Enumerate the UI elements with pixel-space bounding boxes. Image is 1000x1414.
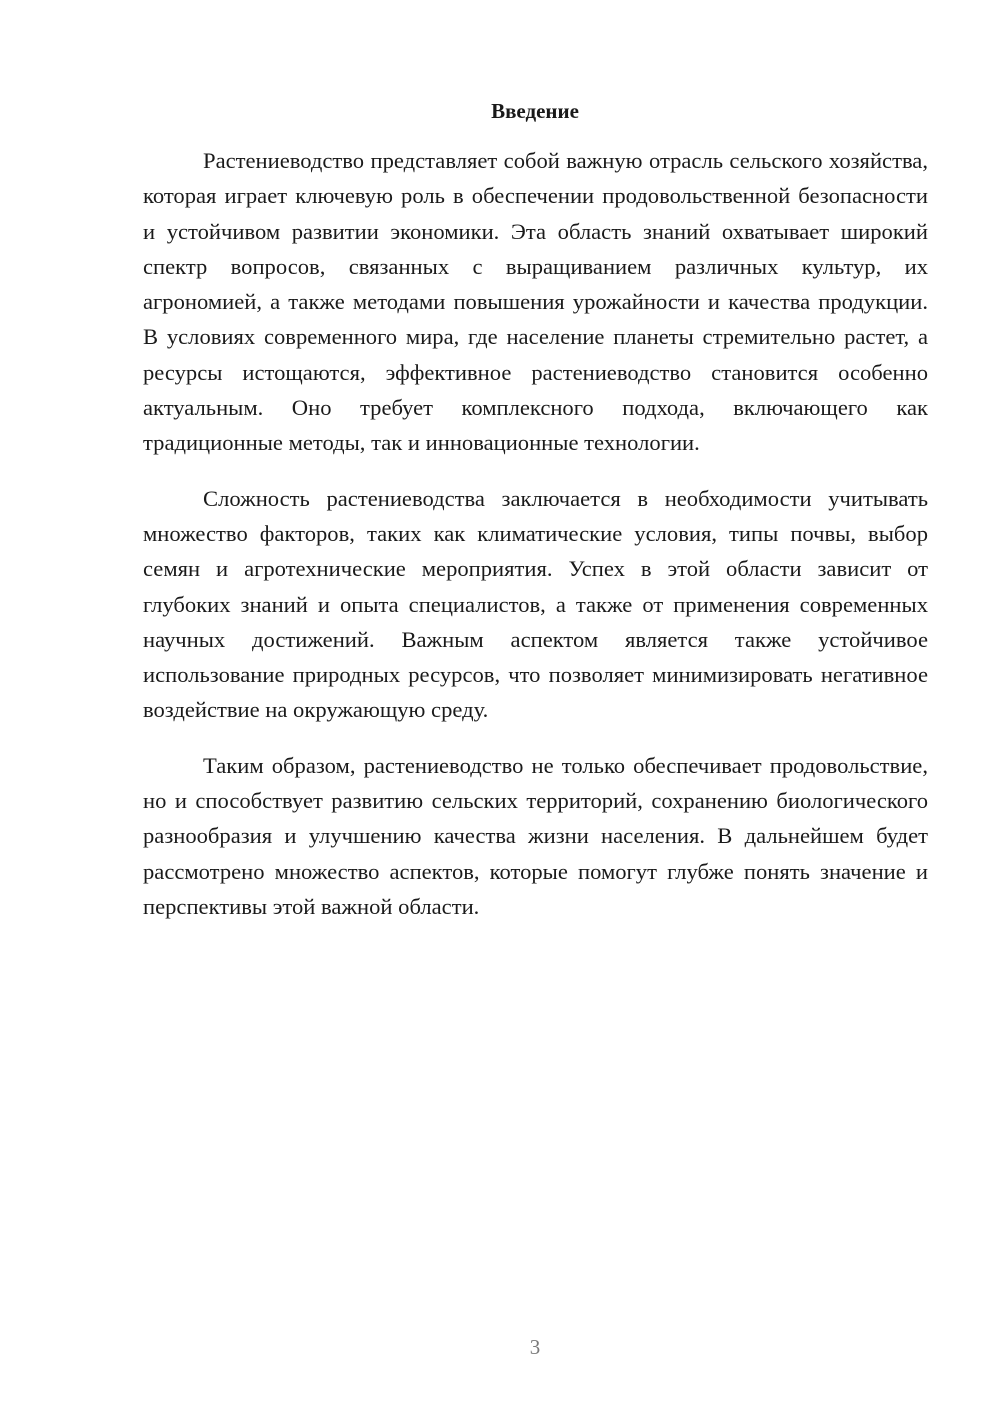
body-text (143, 143, 928, 944)
page-number: 3 (529, 1335, 541, 1359)
paragraph-3: Таким образом, растениеводство не только обеспечивает продовольствие, но и способствует развитию сельских территорий, сохранению биологического разнообразия и улучшению качества жизни населения. В дальнейшем будет рассмотрено множество аспектов, которые помогут глубже понять значение и перспективы этой важной области. (143, 752, 928, 919)
section-heading: Введение (491, 99, 579, 123)
paragraph-2: Сложность растениеводства заключается в необходимости учитывать множество факторов, таких как климатические условия, типы почвы, выбор семян и агротехнические мероприятия. Успех в этой области зависит от глубоких знаний и опыта специалистов, а также от применения современных научных достижений. Важным аспектом является также устойчивое использование природных ресурсов, что позволяет минимизировать негативное воздействие на окружающую среду. (143, 485, 928, 723)
paragraph-1: Растениеводство представляет собой важную отрасль сельского хозяйства, которая играет ключевую роль в обеспечении продовольственной безопасности и устойчивом развитии экономики. Эта область знаний охватывает широкий спектр вопросов, связанных с выращиванием различных культур, их агрономией, а также методами повышения урожайности и качества продукции. В условиях современного мира, где население планеты стремительно растет, а ресурсы истощаются, эффективное растениеводство становится особенно актуальным. Оно требует комплексного подхода, включающего как традиционные методы, так и инновационные технологии. (143, 148, 928, 456)
